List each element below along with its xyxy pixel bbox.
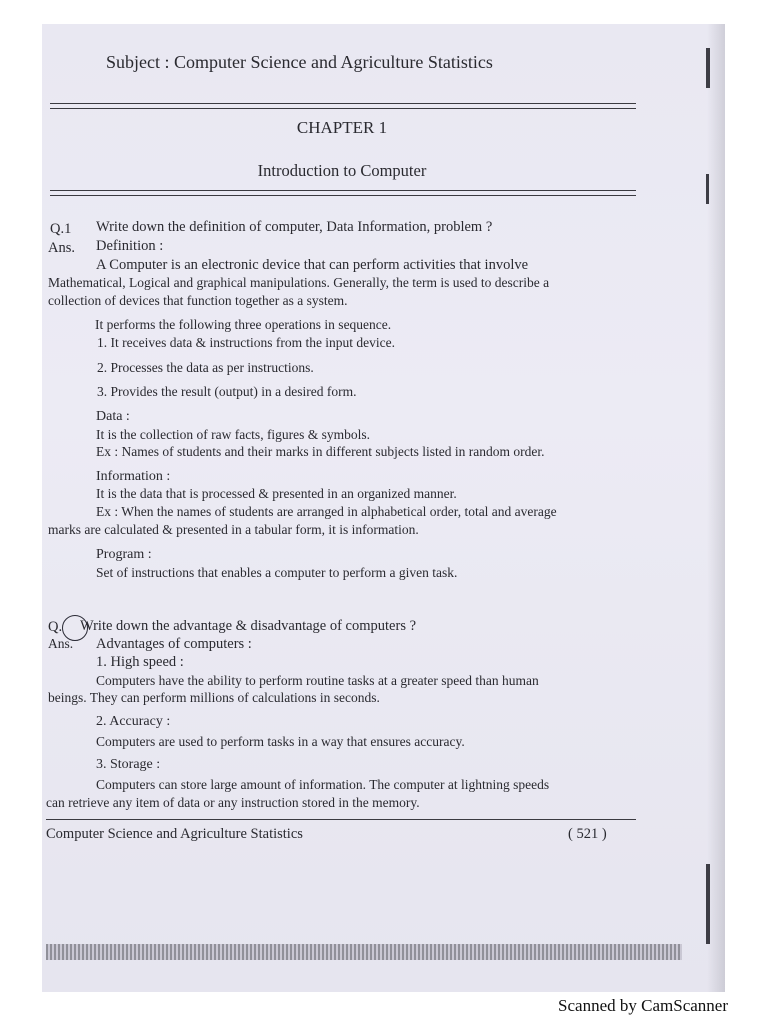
advantage-heading: 3. Storage : (96, 757, 161, 772)
data-line: Ex : Names of students and their marks in different subjects listed in random order. (96, 444, 545, 459)
operation-item: 1. It receives data & instructions from the input device. (97, 335, 396, 350)
answer-label: Ans. (48, 636, 74, 651)
divider (50, 190, 636, 191)
question-text: Write down the definition of computer, Data Information, problem ? (96, 219, 493, 235)
question-number: Q. (48, 619, 63, 635)
operation-item: 3. Provides the result (output) in a desired form. (97, 384, 357, 399)
data-line: It is the collection of raw facts, figures & symbols. (96, 427, 371, 442)
definition-heading: Definition : (96, 238, 164, 254)
definition-line: Mathematical, Logical and graphical manipulations. Generally, the term is used to describe a (48, 275, 550, 290)
page-bottom-edge (46, 944, 682, 960)
scanned-page (42, 24, 725, 992)
advantage-line: Computers are used to perform tasks in a way that ensures accuracy. (96, 734, 465, 749)
chapter-title: CHAPTER 1 (296, 118, 388, 137)
divider (50, 103, 636, 104)
information-line: Ex : When the names of students are arranged in alphabetical order, total and average (96, 504, 557, 519)
footer-divider (46, 819, 636, 820)
information-line: marks are calculated & presented in a tabular form, it is information. (48, 522, 419, 537)
divider (50, 195, 636, 196)
advantage-heading: 2. Accuracy : (96, 714, 171, 729)
edge-mark (706, 48, 710, 88)
advantage-line: Computers have the ability to perform routine tasks at a greater speed than human (96, 673, 539, 688)
question-number: Q.1 (50, 221, 72, 237)
definition-line: collection of devices that function together as a system. (48, 293, 348, 308)
operation-item: 2. Processes the data as per instructions. (97, 360, 314, 375)
advantage-heading: 1. High speed : (96, 654, 184, 670)
operations-intro: It performs the following three operations in sequence. (95, 317, 392, 332)
program-heading: Program : (96, 547, 152, 562)
chapter-subtitle: Introduction to Computer (257, 161, 427, 180)
footer-book-title: Computer Science and Agriculture Statistics (46, 826, 303, 842)
page-edge-shadow (707, 24, 725, 992)
information-heading: Information : (96, 469, 171, 484)
subject-heading: Subject : Computer Science and Agriculture Statistics (106, 52, 493, 72)
advantages-heading: Advantages of computers : (96, 636, 252, 652)
data-heading: Data : (96, 409, 130, 424)
divider (50, 108, 636, 109)
definition-line: A Computer is an electronic device that can perform activities that involve (96, 257, 529, 273)
information-line: It is the data that is processed & presented in an organized manner. (96, 486, 457, 501)
scanner-watermark: Scanned by CamScanner (558, 996, 728, 1015)
program-line: Set of instructions that enables a computer to perform a given task. (96, 565, 458, 580)
advantage-line: Computers can store large amount of information. The computer at lightning speeds (96, 777, 550, 792)
edge-mark (706, 864, 710, 944)
page-number: ( 521 ) (568, 826, 607, 842)
answer-label: Ans. (48, 240, 75, 256)
edge-mark (706, 174, 709, 204)
advantage-line: beings. They can perform millions of calculations in seconds. (48, 690, 380, 705)
advantage-line: can retrieve any item of data or any instruction stored in the memory. (46, 795, 420, 810)
question-text: Write down the advantage & disadvantage of computers ? (80, 618, 417, 634)
